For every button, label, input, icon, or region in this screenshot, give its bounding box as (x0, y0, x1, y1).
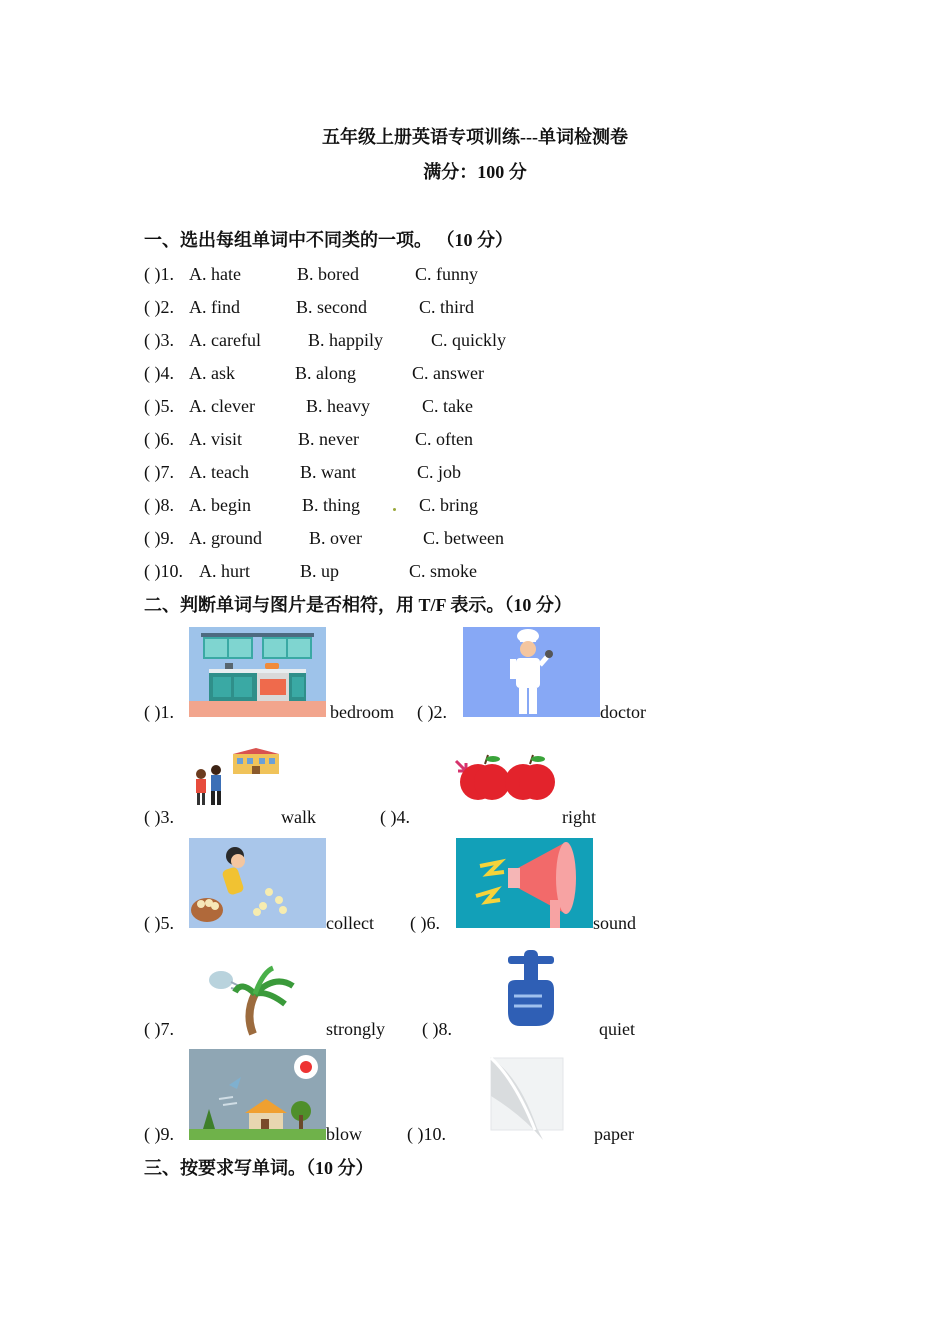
q4-option-c: C. answer (412, 363, 484, 383)
q6-number[interactable]: ( )6. (144, 429, 174, 449)
q4-number[interactable]: ( )4. (144, 363, 174, 383)
q7-number[interactable]: ( )7. (144, 462, 174, 482)
q9-number[interactable]: ( )9. (144, 528, 174, 548)
p3-word: walk (281, 807, 316, 827)
p9-word: blow (326, 1124, 362, 1144)
q1-option-c: C. funny (415, 264, 478, 284)
q4-option-a: A. ask (189, 363, 235, 383)
section-3-heading: 三、按要求写单词。（10 分） (144, 1158, 374, 1178)
score-line: 满分：100 分 (423, 162, 527, 182)
q1-number[interactable]: ( )1. (144, 264, 174, 284)
p8-word: quiet (599, 1019, 635, 1039)
chef-icon (463, 627, 600, 717)
shush-hand-icon (502, 950, 560, 1028)
egg-collecting-icon (189, 838, 326, 928)
q2-option-a: A. find (189, 297, 240, 317)
section-1-heading: 一、选出每组单词中不同类的一项。 （10 分） (144, 230, 513, 250)
p5-word: collect (326, 913, 374, 933)
q6-option-c: C. often (415, 429, 473, 449)
q7-option-a: A. teach (189, 462, 249, 482)
storm-house-icon (189, 1049, 326, 1140)
q10-option-b: B. up (300, 561, 340, 581)
p6-word: sound (593, 913, 637, 933)
q9-option-a: A. ground (189, 528, 262, 548)
q9-option-b: B. over (309, 528, 362, 548)
p8-number[interactable]: ( )8. (422, 1019, 452, 1039)
p6-number[interactable]: ( )6. (410, 913, 440, 933)
apples-icon (452, 751, 556, 807)
q8-option-c: C. bring (419, 495, 479, 515)
p10-number[interactable]: ( )10. (407, 1124, 446, 1144)
q7-option-b: B. want (300, 462, 356, 482)
q3-option-a: A. careful (189, 330, 261, 350)
p7-number[interactable]: ( )7. (144, 1019, 174, 1039)
q5-option-c: C. take (422, 396, 473, 416)
kids-school-icon (189, 748, 281, 810)
p7-word: strongly (326, 1019, 386, 1039)
p5-number[interactable]: ( )5. (144, 913, 174, 933)
wind-tree-icon (205, 964, 297, 1036)
p1-word: bedroom (330, 702, 394, 722)
q3-number[interactable]: ( )3. (144, 330, 174, 350)
q10-number[interactable]: ( )10. (144, 561, 183, 581)
q2-option-c: C. third (419, 297, 475, 317)
q9-option-c: C. between (423, 528, 504, 548)
q10-option-c: C. smoke (409, 561, 478, 581)
q1-option-a: A. hate (189, 264, 241, 284)
q2-option-b: B. second (296, 297, 367, 317)
q7-option-c: C. job (417, 462, 462, 482)
p2-number[interactable]: ( )2. (417, 702, 447, 722)
q3-option-b: B. happily (308, 330, 383, 350)
q10-option-a: A. hurt (199, 561, 250, 581)
q8-number[interactable]: ( )8. (144, 495, 174, 515)
q5-option-a: A. clever (189, 396, 255, 416)
q5-number[interactable]: ( )5. (144, 396, 174, 416)
p1-number[interactable]: ( )1. (144, 702, 174, 722)
q6-option-a: A. visit (189, 429, 243, 449)
section-2-heading: 二、判断单词与图片是否相符，用 T/F 表示。（10 分） (144, 595, 572, 615)
p9-number[interactable]: ( )9. (144, 1124, 174, 1144)
q5-option-b: B. heavy (306, 396, 370, 416)
paper-sheet-icon (489, 1056, 565, 1142)
q8-option-b: B. thing (302, 495, 361, 515)
q4-option-b: B. along (295, 363, 356, 383)
p10-word: paper (594, 1124, 634, 1144)
q2-number[interactable]: ( )2. (144, 297, 174, 317)
q1-option-b: B. bored (297, 264, 359, 284)
q3-option-c: C. quickly (431, 330, 506, 350)
megaphone-icon (456, 838, 593, 928)
kitchen-icon (189, 627, 326, 717)
q6-option-b: B. never (298, 429, 359, 449)
p4-word: right (562, 807, 596, 827)
p2-word: doctor (600, 702, 646, 722)
page-title: 五年级上册英语专项训练---单词检测卷 (322, 127, 628, 147)
p3-number[interactable]: ( )3. (144, 807, 174, 827)
p4-number[interactable]: ( )4. (380, 807, 410, 827)
stray-dot (393, 508, 396, 511)
q8-option-a: A. begin (189, 495, 251, 515)
